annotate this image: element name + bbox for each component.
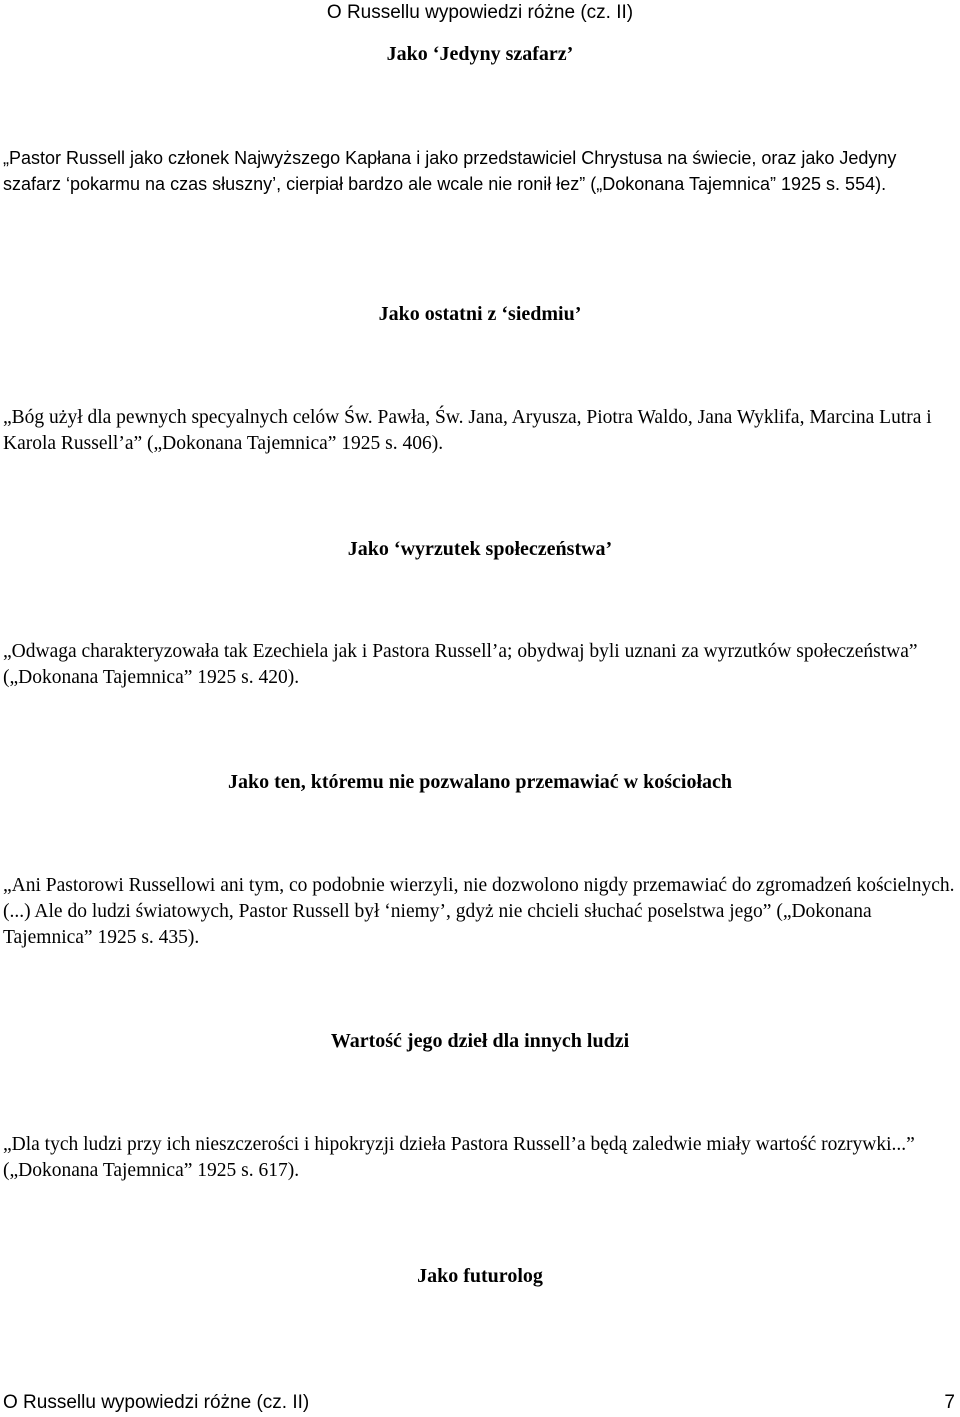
page-footer xyxy=(3,1390,955,1416)
section-heading-futurolog: Jako futurolog xyxy=(417,1265,543,1287)
section-text-przemawiac: „Ani Pastorowi Russellowi ani tym, co podobnie wierzyli, nie dozwolono nigdy przemawiać do zgromadzeń kościelnych. (...) Ale do ludzi światowych, Pastor Russell był ‘niemy’, gdyż nie chcieli słuchać poselstwa jego” („Dokonana Tajemnica” 1925 s. 435). xyxy=(3,875,955,948)
section-text-wartosc-dziel: „Dla tych ludzi przy ich nieszczerości i hipokryzji dzieła Pastora Russell’a będą zaledwie miały wartość rozrywki...” („Dokonana Tajemnica” 1925 s. 617). xyxy=(3,1134,915,1181)
section-heading-przemawiac: Jako ten, któremu nie pozwalano przemawiać w kościołach xyxy=(227,771,733,793)
footer-title: O Russellu wypowiedzi różne (cz. II) xyxy=(3,1392,310,1413)
section-text-ostatni-z-siedmiu: „Bóg użył dla pewnych specyalnych celów Św. Pawła, Św. Jana, Aryusza, Piotra Waldo, Jana Wyklifa, Marcina Lutra i Karola Russell’a” („Dokonana Tajemnica” 1925 s. 406). xyxy=(3,407,932,454)
section-heading-wyrzutek: Jako ‘wyrzutek społeczeństwa’ xyxy=(347,538,613,560)
section-text-wyrzutek: „Odwaga charakteryzowała tak Ezechiela jak i Pastora Russell’a; obydwaj byli uznani za wyrzutków społeczeństwa” („Dokonana Tajemnica” 1925 s. 420). xyxy=(3,641,918,688)
section-heading-wartosc-dziel: Wartość jego dzieł dla innych ludzi xyxy=(330,1030,630,1052)
section-heading-jedyny-szafarz: Jako ‘Jedyny szafarz’ xyxy=(386,43,574,65)
page-number: 7 xyxy=(944,1392,955,1413)
section-heading-ostatni-z-siedmiu: Jako ostatni z ‘siedmiu’ xyxy=(378,303,582,325)
page-header: O Russellu wypowiedzi różne (cz. II) xyxy=(326,2,634,23)
section-text-jedyny-szafarz: „Pastor Russell jako członek Najwyższego Kapłana i jako przedstawiciel Chrystusa na świecie, oraz jako Jedyny szafarz ‘pokarmu na czas słuszny’, cierpiał bardzo ale wcale nie ronił łez” („Dokonana Tajemnica” 1925 s. 554). xyxy=(3,148,897,194)
